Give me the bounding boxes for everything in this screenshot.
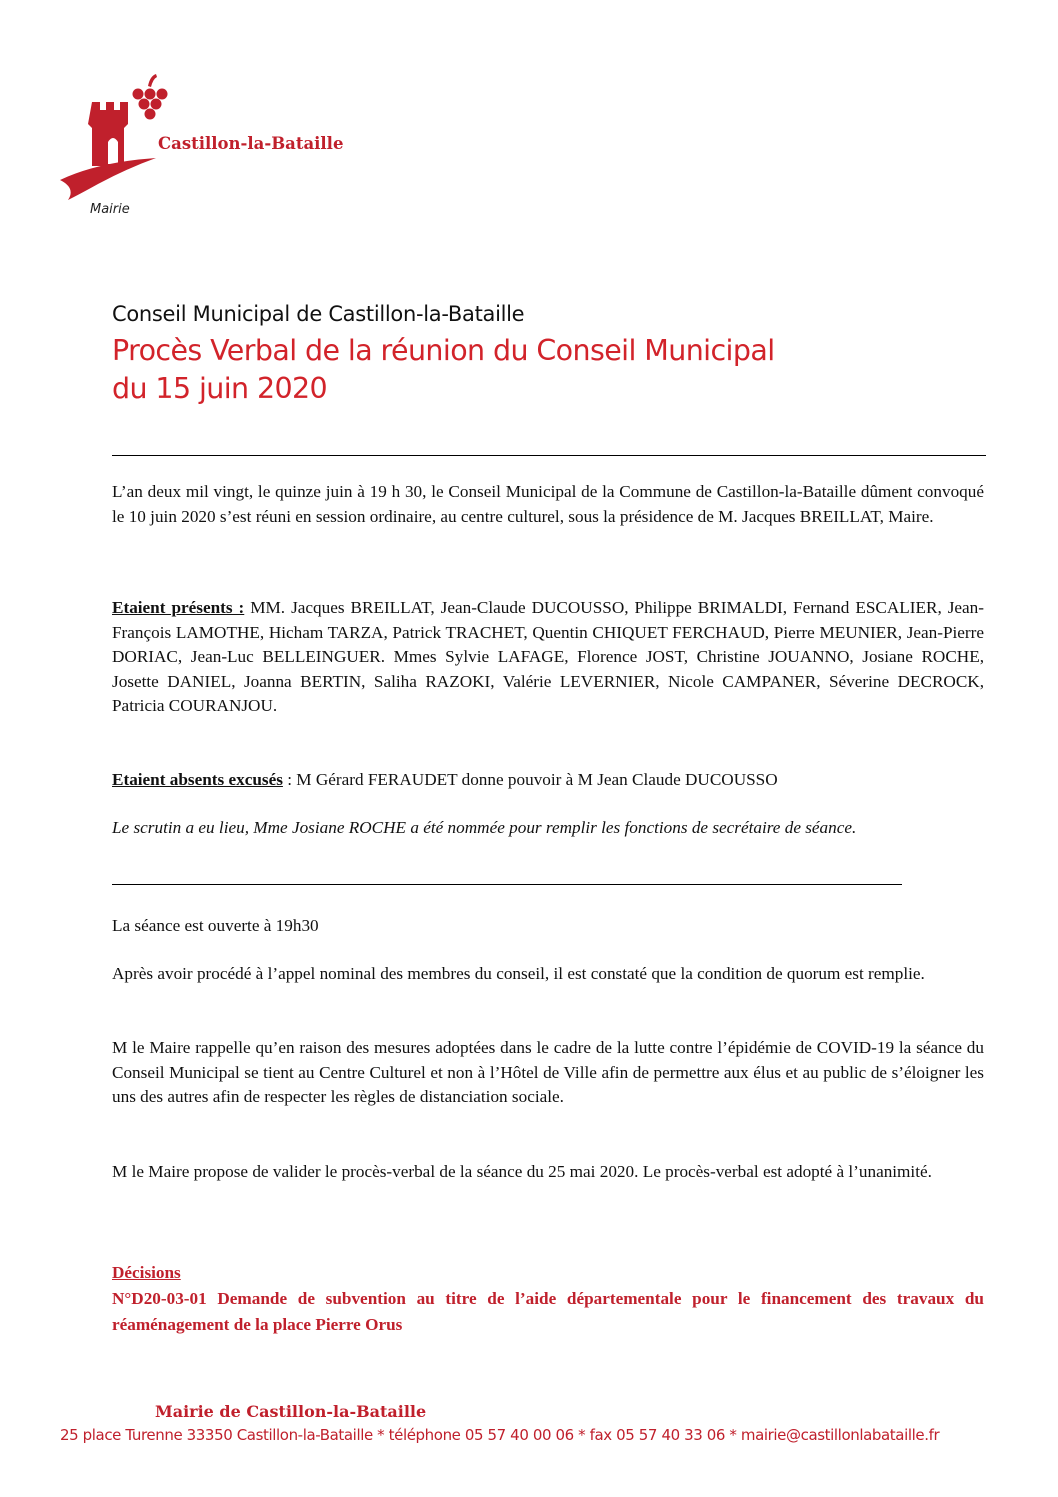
presents-paragraph [112,596,984,719]
opening-paragraph: La séance est ouverte à 19h30 [112,916,319,935]
municipal-logo [58,72,378,222]
logo-town-name: Castillon-la-Bataille [158,134,344,153]
footer-mairie-name: Mairie de Castillon-la-Bataille [155,1402,427,1421]
minutes-approval-paragraph: M le Maire propose de valider le procès-verbal de la séance du 25 mai 2020. Le procès-verbal est adopté à l’unanimité. [112,1162,932,1181]
quorum-paragraph: Après avoir procédé à l’appel nominal des membres du conseil, il est constaté que la condition de quorum est remplie. [112,964,925,983]
absents-paragraph [112,768,984,793]
decisions-heading: Décisions [112,1263,181,1282]
footer-address: 25 place Turenne 33350 Castillon-la-Bataille * téléphone 05 57 40 00 06 * fax 05 57 40 33 06 * mairie@castillonlabataille.fr [60,1426,940,1444]
intro-paragraph: L’an deux mil vingt, le quinze juin à 19 h 30, le Conseil Municipal de la Commune de Castillon-la-Bataille dûment convoqué le 10 juin 2020 s’est réuni en session ordinaire, au centre culturel, sous la présidence de M. Jacques BREILLAT, Maire. [112,482,984,526]
council-subtitle: Conseil Municipal de Castillon-la-Bataille [112,302,525,326]
section-divider [112,884,902,885]
logo-mairie-label: Mairie [90,202,130,217]
covid-paragraph: M le Maire rappelle qu’en raison des mesures adoptées dans le cadre de la lutte contre l’épidémie de COVID-19 la séance du Conseil Municipal se tient au Centre Culturel et non à l’Hôtel de Ville afin de permettre aux élus et au public de s’éloigner les uns des autres afin de respecter les règles de distanciation sociale. [112,1038,984,1106]
castle-grapes-icon [58,72,168,202]
title-block [112,300,992,408]
absents-text: : M Gérard FERAUDET donne pouvoir à M Jean Claude DUCOUSSO [282,770,778,789]
presents-label: Etaient présents : [112,598,245,617]
title-line-1: Procès Verbal de la réunion du Conseil Municipal [112,334,775,367]
absents-label: Etaient absents excusés [112,770,283,789]
title-divider [112,455,986,456]
scrutin-paragraph: Le scrutin a eu lieu, Mme Josiane ROCHE a été nommée pour remplir les fonctions de secrétaire de séance. [112,818,857,837]
presents-list: MM. Jacques BREILLAT, Jean-Claude DUCOUSSO, Philippe BRIMALDI, Fernand ESCALIER, Jean-François LAMOTHE, Hicham TARZA, Patrick TRACHET, Quentin CHIQUET FERCHAUD, Pierre MEUNIER, Jean-Pierre DORIAC, Jean-Luc BELLEINGUER. Mmes Sylvie LAFAGE, Florence JOST, Christine JOUANNO, Josiane ROCHE, Josette DANIEL, Joanna BERTIN, Saliha RAZOKI, Valérie LEVERNIER, Nicole CAMPANER, Séverine DECROCK, Patricia COURANJOU. [112,598,985,715]
title-line-2: du 15 juin 2020 [112,372,328,405]
decision-item: N°D20-03-01 Demande de subvention au titre de l’aide départementale pour le financement des travaux du réaménagement de la place Pierre Orus [112,1289,984,1334]
document-title [112,332,992,408]
